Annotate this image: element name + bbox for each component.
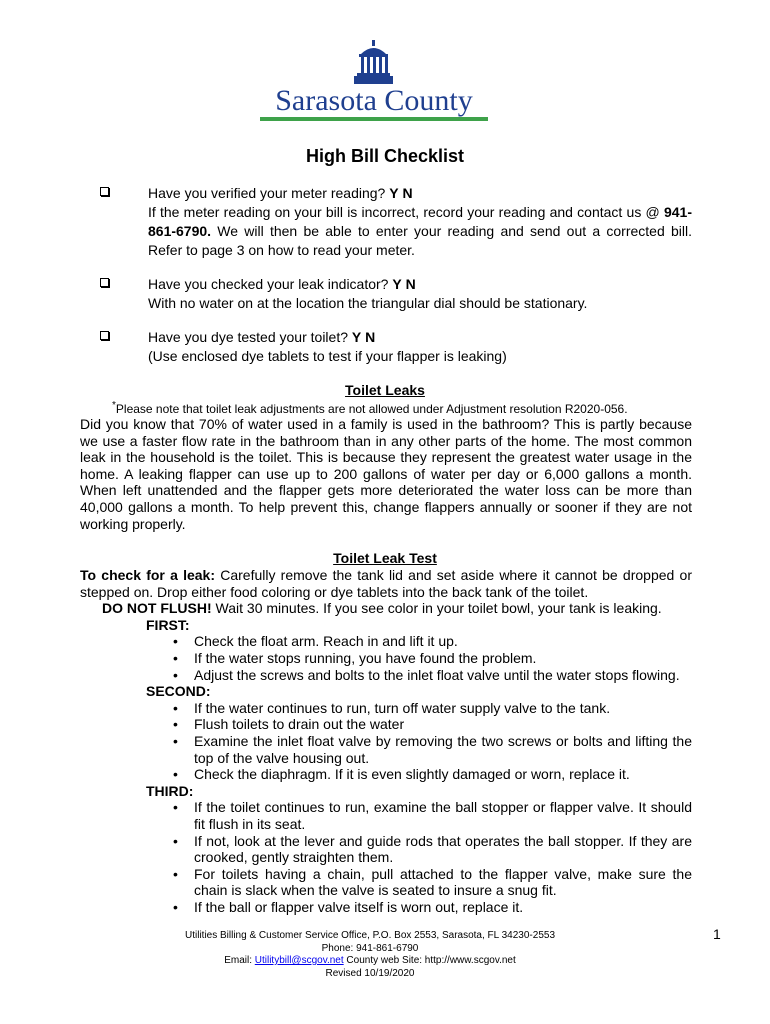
logo-underline <box>260 117 488 121</box>
leak-test-instructions <box>80 567 692 915</box>
step-third-list <box>80 799 692 915</box>
list-item: • If the ball or flapper valve itself is worn out, replace it. <box>80 899 692 916</box>
list-item: • Flush toilets to drain out the water <box>80 716 692 733</box>
do-not-flush-line: DO NOT FLUSH! Wait 30 minutes. If you see color in your toilet bowl, your tank is leaking. <box>102 600 662 617</box>
list-item: • Check the diaphragm. If it is even slightly damaged or worn, replace it. <box>80 766 692 783</box>
no-option: N <box>365 329 376 345</box>
no-option: N <box>402 185 413 201</box>
phone-number: 941-861-6790. <box>148 204 692 239</box>
list-item: • If not, look at the lever and guide rods that operates the ball stopper. If they are crooked, gently straighten them. <box>80 833 692 866</box>
revised-date: Revised 10/19/2020 <box>325 967 415 979</box>
checklist-detail: If the meter reading on your bill is incorrect, record your reading and contact us @ 941-861-6790. We will then be able to enter your reading and send out a corrected bill. Refer to page 3 on how to read your meter. <box>148 204 692 258</box>
step-second-list <box>80 700 692 783</box>
footer-contact: Email: Utilitybill@scgov.net County web Site: http://www.scgov.net <box>224 955 516 966</box>
office-address: Utilities Billing & Customer Service Office, P.O. Box 2553, Sarasota, FL 34230-2553 <box>185 930 555 941</box>
toilet-leak-test-heading: Toilet Leak Test <box>333 550 437 566</box>
courthouse-dome-icon <box>258 40 490 90</box>
step-second-label: SECOND: <box>146 683 211 700</box>
page-footer <box>80 930 660 980</box>
checklist-detail: With no water on at the location the triangular dial should be stationary. <box>148 295 588 311</box>
list-item: • Examine the inlet float valve by removing the two screws or bolts and lifting the top of the valve housing out. <box>80 733 692 766</box>
yes-option: Y <box>389 185 399 201</box>
checkbox-icon <box>100 187 109 196</box>
toilet-leaks-heading: Toilet Leaks <box>345 382 425 398</box>
list-item: • Adjust the screws and bolts to the inlet float valve until the water stops flowing. <box>80 667 692 684</box>
leak-test-intro: To check for a leak: Carefully remove the tank lid and set aside where it cannot be dropped or stepped on. Drop either food coloring or dye tablets into the back tank of the toilet. <box>80 567 692 600</box>
no-option: N <box>405 276 416 292</box>
checkbox-icon <box>100 331 109 340</box>
list-item: • For toilets having a chain, pull attached to the flapper valve, make sure the chain is slack when the valve is seated to insure a snug fit. <box>80 866 692 899</box>
list-item: • If the toilet continues to run, examine the ball stopper or flapper valve. It should fit flush in its seat. <box>80 799 692 832</box>
step-first-label: FIRST: <box>146 616 190 633</box>
logo-wordmark: Sarasota County <box>275 84 473 117</box>
toilet-leaks-paragraph: Did you know that 70% of water used in a family is used in the bathroom? This is partly because we use a faster flow rate in the bathroom than in any other parts of the home. The most common leak in the household is the toilet. This is because they represent the greatest water usage in the home. A leaking flapper can use up to 200 gallons of water per day or 6,000 gallons a month. When left unattended and the flapper gets more deteriorated the water loss can be more than 40,000 gallons a month. To help prevent this, change flappers annually or sooner if they are not working properly. <box>80 416 692 532</box>
email-link[interactable]: Utilitybill@scgov.net <box>254 955 344 966</box>
step-first-list <box>80 633 692 683</box>
adjustment-note: *Please note that toilet leak adjustments are not allowed under Adjustment resolution R2020-056. <box>112 400 628 416</box>
list-item: • Check the float arm. Reach in and lift it up. <box>80 633 692 650</box>
page-number: 1 <box>713 926 721 942</box>
checklist-detail: (Use enclosed dye tablets to test if your flapper is leaking) <box>148 348 507 364</box>
yes-option: Y <box>351 329 362 345</box>
list-item: • If the water continues to run, turn off water supply valve to the tank. <box>80 700 692 717</box>
page-title: High Bill Checklist <box>305 146 465 166</box>
footer-phone: Phone: 941-861-6790 <box>321 942 419 954</box>
website-text: County web Site: http://www.scgov.net <box>343 955 516 966</box>
list-item: • If the water stops running, you have found the problem. <box>80 650 692 667</box>
step-third-label: THIRD: <box>146 782 194 799</box>
checklist-question: Have you verified your meter reading? Y N <box>148 185 413 201</box>
checklist-question: Have you checked your leak indicator? Y N <box>148 276 416 292</box>
checklist-question: Have you dye tested your toilet? Y N <box>148 329 376 345</box>
checkbox-icon <box>100 278 109 287</box>
sarasota-county-logo <box>258 40 490 122</box>
yes-option: Y <box>392 276 402 292</box>
